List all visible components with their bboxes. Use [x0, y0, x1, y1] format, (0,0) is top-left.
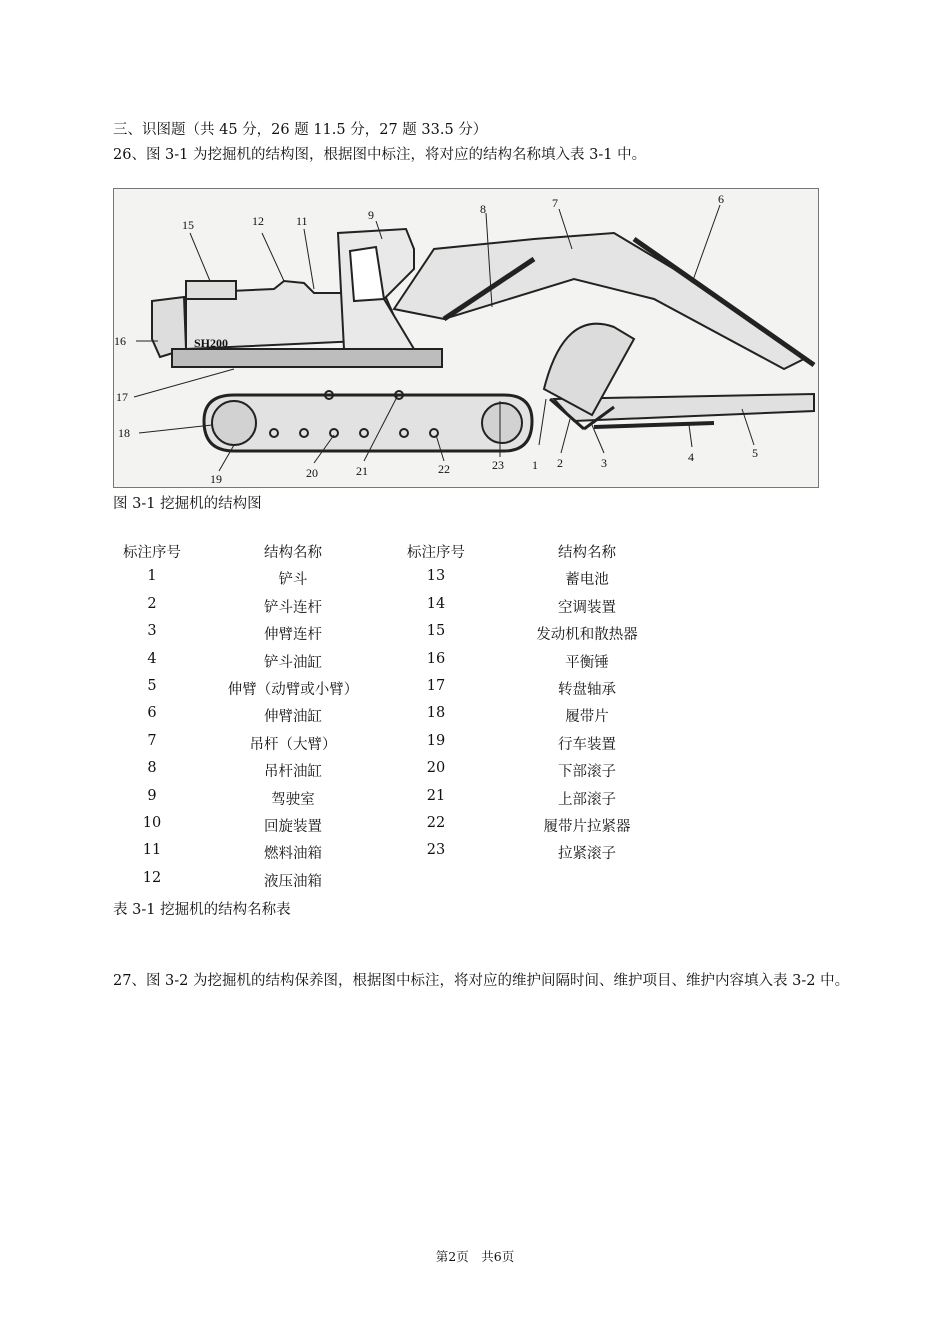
cell: 液压油箱 — [264, 873, 322, 890]
callout-18: 18 — [118, 426, 130, 440]
cell: 8 — [147, 760, 157, 777]
cell: 14 — [426, 595, 446, 612]
cell: 伸臂（动臂或小臂） — [227, 681, 359, 698]
cell: 5 — [147, 677, 157, 694]
figure-caption: 图 3-1 挖掘机的结构图 — [113, 496, 262, 512]
table-row — [113, 565, 673, 592]
cell: 燃料油箱 — [264, 846, 322, 863]
cell: 驾驶室 — [271, 791, 315, 808]
callout-12: 12 — [252, 214, 264, 228]
cell: 17 — [426, 677, 446, 694]
cell: 履带片拉紧器 — [543, 818, 631, 835]
cell: 吊杆（大臂） — [249, 736, 337, 753]
page-footer: 第2页 共6页 — [435, 1249, 515, 1264]
callout-19: 19 — [210, 472, 222, 486]
cell: 履带片 — [565, 709, 609, 726]
cell: 10 — [142, 814, 162, 831]
header-number-1: 标注序号 — [123, 545, 181, 561]
cell: 13 — [426, 568, 446, 585]
header-name-1: 结构名称 — [264, 545, 322, 561]
cell: 铲斗连杆 — [264, 599, 322, 616]
cell: 铲斗油缸 — [264, 654, 322, 671]
callout-11: 11 — [296, 214, 308, 228]
table-row — [113, 648, 673, 675]
cell: 上部滚子 — [558, 791, 616, 808]
cell: 4 — [147, 650, 157, 667]
cell: 2 — [147, 595, 157, 612]
callout-21: 21 — [356, 464, 368, 478]
header-number-2: 标注序号 — [407, 545, 465, 561]
cell: 9 — [147, 787, 157, 804]
callout-2: 2 — [557, 456, 563, 470]
cell: 3 — [147, 623, 157, 640]
cell: 平衡锤 — [565, 654, 609, 671]
cell: 行车装置 — [558, 736, 616, 753]
callout-6: 6 — [718, 192, 724, 206]
cell: 7 — [147, 732, 157, 749]
cell: 1 — [147, 568, 157, 585]
callout-23: 23 — [492, 458, 504, 472]
callout-8: 8 — [480, 202, 486, 216]
table-row — [113, 593, 673, 620]
cell: 18 — [426, 705, 446, 722]
cell: 16 — [426, 650, 446, 667]
structure-name-table — [113, 538, 673, 894]
table-row — [113, 867, 673, 894]
callout-22: 22 — [438, 462, 450, 476]
header-name-2: 结构名称 — [558, 545, 616, 561]
cell: 蓄电池 — [565, 572, 609, 589]
callout-16: 16 — [114, 334, 126, 348]
model-label: SH200 — [194, 336, 229, 350]
cell: 11 — [142, 842, 162, 859]
table-row — [113, 620, 673, 647]
cell: 6 — [147, 705, 157, 722]
cell: 拉紧滚子 — [558, 846, 616, 863]
table-row — [113, 812, 673, 839]
callout-9: 9 — [368, 208, 374, 222]
callout-3: 3 — [601, 456, 607, 470]
section-heading: 三、识图题（共 45 分，26 题 11.5 分，27 题 33.5 分） — [113, 122, 488, 138]
cell: 21 — [426, 787, 446, 804]
table-row — [113, 675, 673, 702]
table-header — [113, 538, 673, 565]
cell: 空调装置 — [558, 599, 616, 616]
table-caption: 表 3-1 挖掘机的结构名称表 — [113, 902, 291, 918]
callout-17: 17 — [116, 390, 128, 404]
cell: 回旋装置 — [264, 818, 322, 835]
table-row — [113, 839, 673, 866]
callout-5: 5 — [752, 446, 758, 460]
callout-1: 1 — [532, 458, 538, 472]
cell: 下部滚子 — [558, 764, 616, 781]
cell: 19 — [426, 732, 446, 749]
cell: 22 — [426, 814, 446, 831]
callout-20: 20 — [306, 466, 318, 480]
cell: 铲斗 — [278, 572, 308, 589]
excavator-structure-figure — [113, 188, 819, 488]
question-26: 26、图 3-1 为挖掘机的结构图，根据图中标注，将对应的结构名称填入表 3-1 中。 — [113, 147, 647, 163]
table-row — [113, 757, 673, 784]
cell: 伸臂连杆 — [264, 627, 322, 644]
table-row — [113, 702, 673, 729]
table-row — [113, 785, 673, 812]
table-row — [113, 730, 673, 757]
cell: 转盘轴承 — [558, 681, 616, 698]
excavator-drawing — [114, 189, 818, 487]
cell: 发动机和散热器 — [536, 627, 638, 644]
cell: 23 — [426, 842, 446, 859]
cell: 12 — [142, 869, 162, 886]
cell: 15 — [426, 623, 446, 640]
callout-15: 15 — [182, 218, 194, 232]
cell: 吊杆油缸 — [264, 764, 322, 781]
cell: 20 — [426, 760, 446, 777]
callout-7: 7 — [552, 196, 558, 210]
cell: 伸臂油缸 — [264, 709, 322, 726]
question-27: 27、图 3-2 为挖掘机的结构保养图，根据图中标注，将对应的维护间隔时间、维护项目、维护内容填入表 3-2 中。 — [113, 973, 850, 989]
callout-4: 4 — [688, 450, 694, 464]
